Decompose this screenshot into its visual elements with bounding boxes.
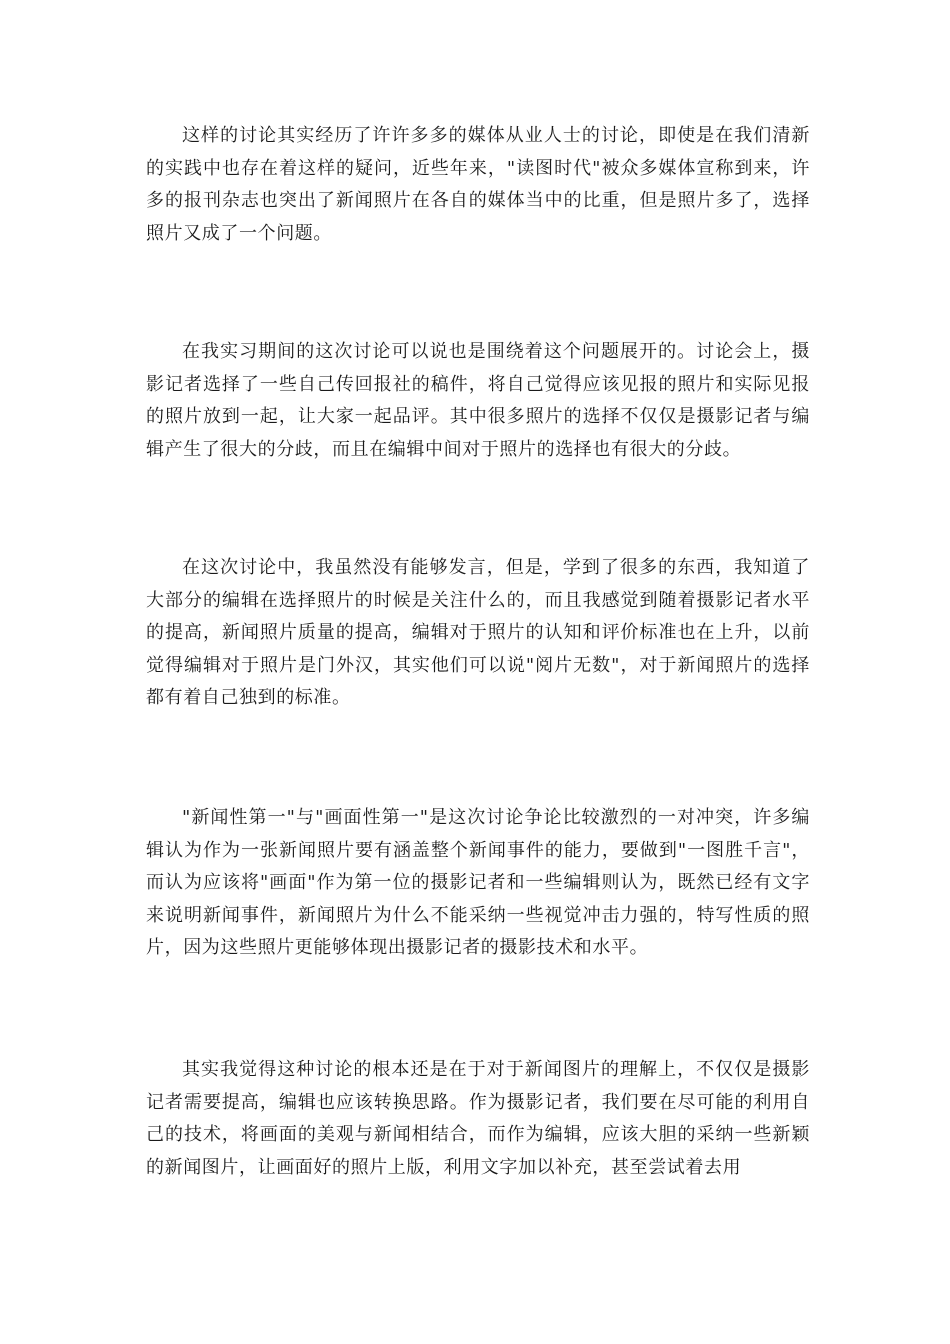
paragraph-5: 其实我觉得这种讨论的根本还是在于对于新闻图片的理解上，不仅仅是摄影记者需要提高，编辑也应该转换思路。作为摄影记者，我们要在尽可能的利用自己的技术，将画面的美观与新闻相结合，而作为编辑，应该大胆的采纳一些新颖的新闻图片，让画面好的照片上版，利用文字加以补充，甚至尝试着去用 [146, 1059, 810, 1178]
paragraph-4: "新闻性第一"与"画面性第一"是这次讨论争论比较激烈的一对冲突，许多编辑认为作为一张新闻照片要有涵盖整个新闻事件的能力，要做到"一图胜千言"，而认为应该将"画面"作为第一位的摄影记者和一些编辑则认为，既然已经有文字来说明新闻事件，新闻照片为什么不能采纳一些视觉冲击力强的，特写性质的照片，因为这些照片更能够体现出摄影记者的摄影技术和水平。 [146, 807, 810, 958]
paragraph-3: 在这次讨论中，我虽然没有能够发言，但是，学到了很多的东西，我知道了大部分的编辑在选择照片的时候是关注什么的，而且我感觉到随着摄影记者水平的提高，新闻照片质量的提高，编辑对于照片的认知和评价标准也在上升，以前觉得编辑对于照片是门外汉，其实他们可以说"阅片无数"，对于新闻照片的选择都有着自己独到的标准。 [146, 557, 810, 708]
paragraph-2: 在我实习期间的这次讨论可以说也是围绕着这个问题展开的。讨论会上，摄影记者选择了一些自己传回报社的稿件，将自己觉得应该见报的照片和实际见报的照片放到一起，让大家一起品评。其中很多照片的选择不仅仅是摄影记者与编辑产生了很大的分歧，而且在编辑中间对于照片的选择也有很大的分歧。 [146, 341, 810, 460]
paragraph-1: 这样的讨论其实经历了许许多多的媒体从业人士的讨论，即使是在我们清新的实践中也存在着这样的疑问，近些年来，"读图时代"被众多媒体宣称到来，许多的报刊杂志也突出了新闻照片在各自的媒体当中的比重，但是照片多了，选择照片又成了一个问题。 [146, 125, 810, 244]
